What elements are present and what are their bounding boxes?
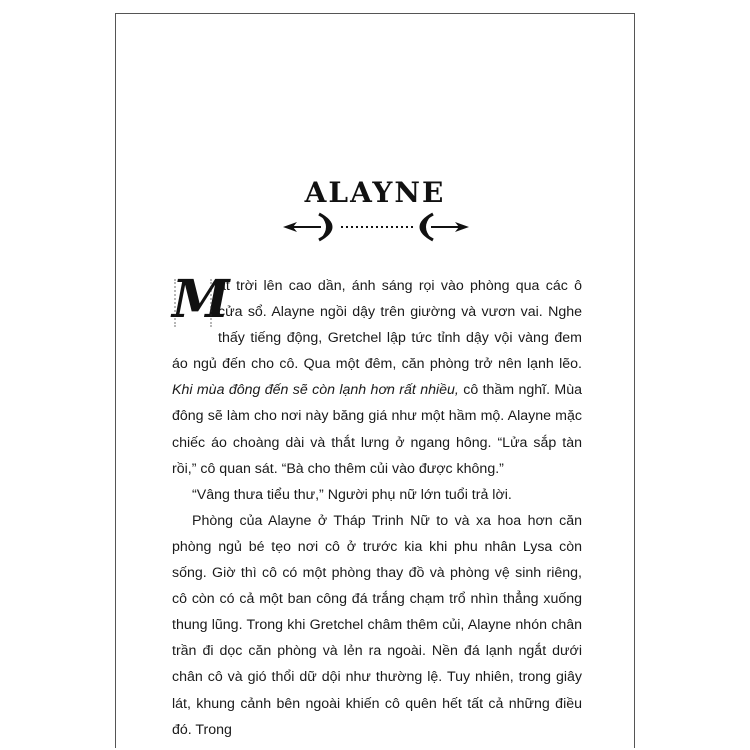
chapter-ornament-icon [281,212,471,242]
paragraph-1-end: cô thầm nghĩ. Mùa đông sẽ làm cho nơi này băng giá như một hầm mộ. Alayne mặc chiếc áo choàng dài và thắt lưng ở ngang hông. “Lửa sắp tàn rồi,” cô quan sát. “Bà cho thêm củi vào được không.” [172,382,582,477]
paragraph-2: “Vâng thưa tiểu thư,” Người phụ nữ lớn tuổi trả lời. [192,486,512,503]
chapter-text [172,269,582,743]
paragraph-1-start: ặt trời lên cao dần, ánh sáng rọi vào phòng qua các ô cửa sổ. Alayne ngồi dậy trên giường và vươn vai. Nghe thấy tiếng động, Gretchel lập tức tỉnh dậy vội vàng đem áo ngủ đến cho cô. Qua một đêm, căn phòng trở nên lạnh lẽo. [172,278,582,373]
paragraph-1 [172,269,582,482]
dropcap-letter: M [172,269,230,330]
chapter-title: ALAYNE [304,176,446,209]
book-page [115,13,635,748]
paragraph-3: Phòng của Alayne ở Tháp Trinh Nữ to và xa hoa hơn căn phòng ngủ bé tẹo nơi cô ở trước kia khi phu nhân Lysa còn sống. Giờ thì cô có một phòng thay đồ và phòng vệ sinh riêng, cô còn có cả một ban công đá trắng chạm trổ nhìn thẳng xuống thung lũng. Trong khi Gretchel châm thêm củi, Alayne nhón chân trần đi dọc căn phòng và lẻn ra ngoài. Nền đá lạnh ngắt dưới chân cô và gió thổi dữ dội như thường lệ. Tuy nhiên, trong giây lát, khung cảnh bên ngoài khiến cô quên hết tất cả những điều đó. Trong [172,512,582,738]
paragraph-1-italic: Khi mùa đông đến sẽ còn lạnh hơn rất nhiều, [172,382,459,399]
